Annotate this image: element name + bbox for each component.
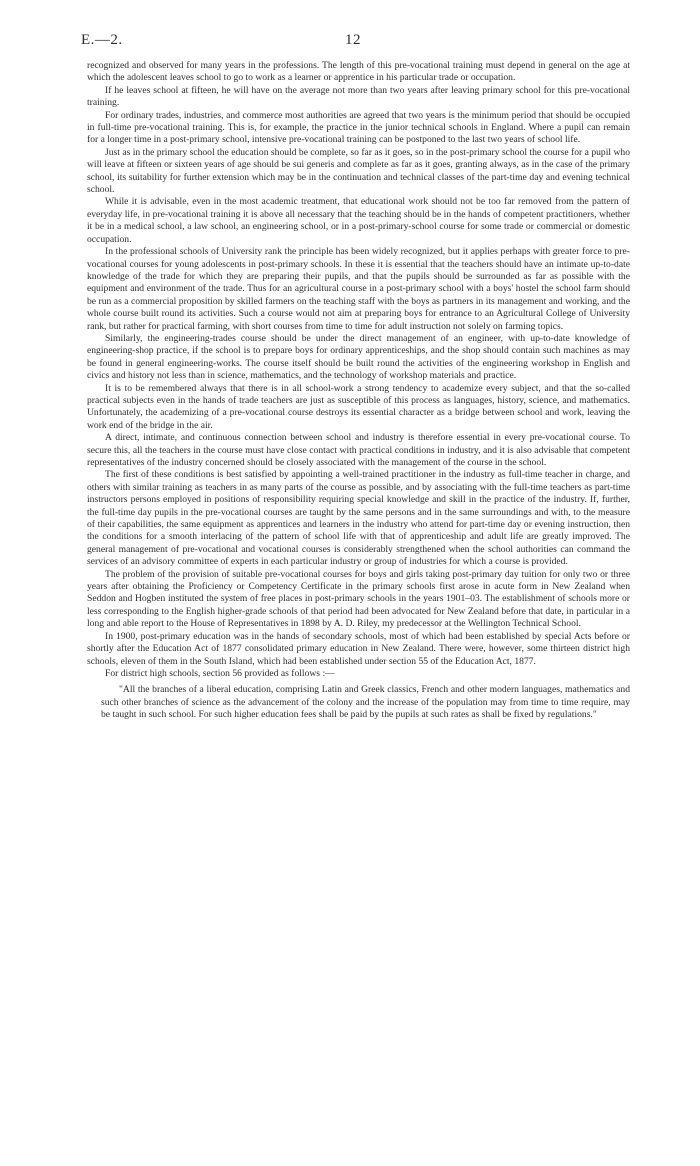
paragraph: For ordinary trades, industries, and commerce most authorities are agreed that two years is the minimum period that should be occupied in full-time pre-vocational training. This is, for example, the practice in the junior technical schools in England. Where a pupil can remain for a longer time in a post-primary school, intensive pre-vocational training can be postponed to the last two years of school life. bbox=[87, 109, 630, 146]
page-header bbox=[81, 30, 630, 60]
paragraph: While it is advisable, even in the most academic treatment, that educational work should not be too far removed from the pattern of everyday life, in pre-vocational training it is above all necessary that the teaching should be in the hands of competent practitioners, whether it be in a medical school, a law school, an engineering school, or in a post-primary-school course for some trade or commercial or domestic occupation. bbox=[87, 196, 630, 245]
paragraph: In 1900, post-primary education was in the hands of secondary schools, most of which had been established by special Acts before or shortly after the Education Act of 1877 consolidated primary education in New Zealand. There were, however, some thirteen district high schools, eleven of them in the South Island, which had been established under section 55 of the Education Act, 1877. bbox=[87, 630, 630, 667]
paragraph: The first of these conditions is best satisfied by appointing a well-trained practitioner in the industry as full-time teacher in charge, and others with similar training as teachers in as many parts of the course as possible, and by associating with the full-time teachers as part-time instructors persons employed in positions of responsibility requiring special knowledge and skill in the practice of the industry. If, further, the full-time day pupils in the pre-vocational courses are taught by the same persons and in the same surroundings and with, to the measure of their capabilities, the same equipment as apprentices and learners in the industry who attend for part-time day or evening instruction, then the conditions for a smooth interlacing of the pattern of school life with that of apprenticeship and adult life are greatly improved. The general management of pre-vocational and vocational courses is considerably strengthened when the school authorities can command the services of an advisory committee of experts in each particular industry or group of industries for which a course is provided. bbox=[87, 469, 630, 568]
paragraph: In the professional schools of University rank the principle has been widely recognized, but it applies perhaps with greater force to pre-vocational courses for young adolescents in post-primary schools. In these it is essential that the teachers should have an intimate up-to-date knowledge of the trade for which they are preparing their pupils, and that the pupils should be surrounded as far as possible with the equipment and environment of the trade. Thus for an agricultural course in a post-primary school with a boys' hostel the school farm should be run as a commercial proposition by skilled farmers on the teaching staff with the boys as partners in its management and working, and the whole course built round its activities. Such a course would not aim at preparing boys for entrance to an Agricultural College of University rank, but rather for practical farming, with short courses from time to time for adult instruction not solely on farming topics. bbox=[87, 246, 630, 332]
page-number: 12 bbox=[345, 32, 361, 48]
paragraph: It is to be remembered always that there is in all school-work a strong tendency to academize every subject, and that the so-called practical subjects even in the hands of trade teachers are just as susceptible of this process as languages, history, science, and mathematics. Unfortunately, the academizing of a pre-vocational course destroys its essential character as a bridge between school and work, leaving the work end of the bridge in the air. bbox=[87, 382, 630, 431]
paragraph: The problem of the provision of suitable pre-vocational courses for boys and girls taking post-primary day tuition for only two or three years after obtaining the Proficiency or Competency Certificate in the primary schools first arose in acute form in New Zealand when Seddon and Hogben instituted the system of free places in post-primary schools in the years 1901–03. The establishment of schools more or less corresponding to the English higher-grade schools of that period had been advocated for New Zealand before that date, in particular in a long and able report to the House of Representatives in 1898 by A. D. Riley, my predecessor at the Wellington Technical School. bbox=[87, 568, 630, 630]
document-reference: E.—2. bbox=[81, 32, 123, 48]
document-body bbox=[87, 60, 630, 722]
quotation-block bbox=[101, 684, 630, 721]
paragraph: For district high schools, section 56 provided as follows :— bbox=[105, 667, 335, 679]
paragraph: If he leaves school at fifteen, he will have on the average not more than two years after leaving primary school for this pre-vocational training. bbox=[87, 84, 630, 109]
paragraph: Similarly, the engineering-trades course should be under the direct management of an engineer, with up-to-date knowledge of engineering-shop practice, if the school is to prepare boys for ordinary apprenticeships, and the shop should contain such machines as may be found in general engineering-works. The course itself should be built round the activities of the engineering workshop in English and civics and history not less than in science, mathematics, and the technology of workshop materials and practice. bbox=[87, 332, 630, 382]
paragraph: Just as in the primary school the education should be complete, so far as it goes, so in the post-primary school the course for a pupil who will leave at fifteen or sixteen years of age should be sui generis and complete as far as it goes, granting always, as in the case of the primary school, its suitability for further extension which may be in the continuation and technical classes of the part-time day and evening technical school. bbox=[87, 146, 630, 196]
paragraph: recognized and observed for many years in the professions. The length of this pre-vocational training must depend in general on the age at which the adolescent leaves school to go to work as a learner or apprentice in his particular trade or occupation. bbox=[87, 60, 630, 84]
paragraph: A direct, intimate, and continuous connection between school and industry is therefore essential in every pre-vocational course. To secure this, all the teachers in the course must have close contact with practical conditions in industry, and it is also advisable that competent representatives of the industry concerned should be closely associated with the management of the course in the school. bbox=[87, 432, 630, 468]
quotation-text: "All the branches of a liberal education, comprising Latin and Greek classics, French and other modern languages, mathematics and such other branches of science as the advancement of the colony and the increase of the population may from time to time require, may be taught in such school. For such higher education fees shall be paid by the pupils at such rates as shall be fixed by regulations." bbox=[101, 684, 630, 721]
